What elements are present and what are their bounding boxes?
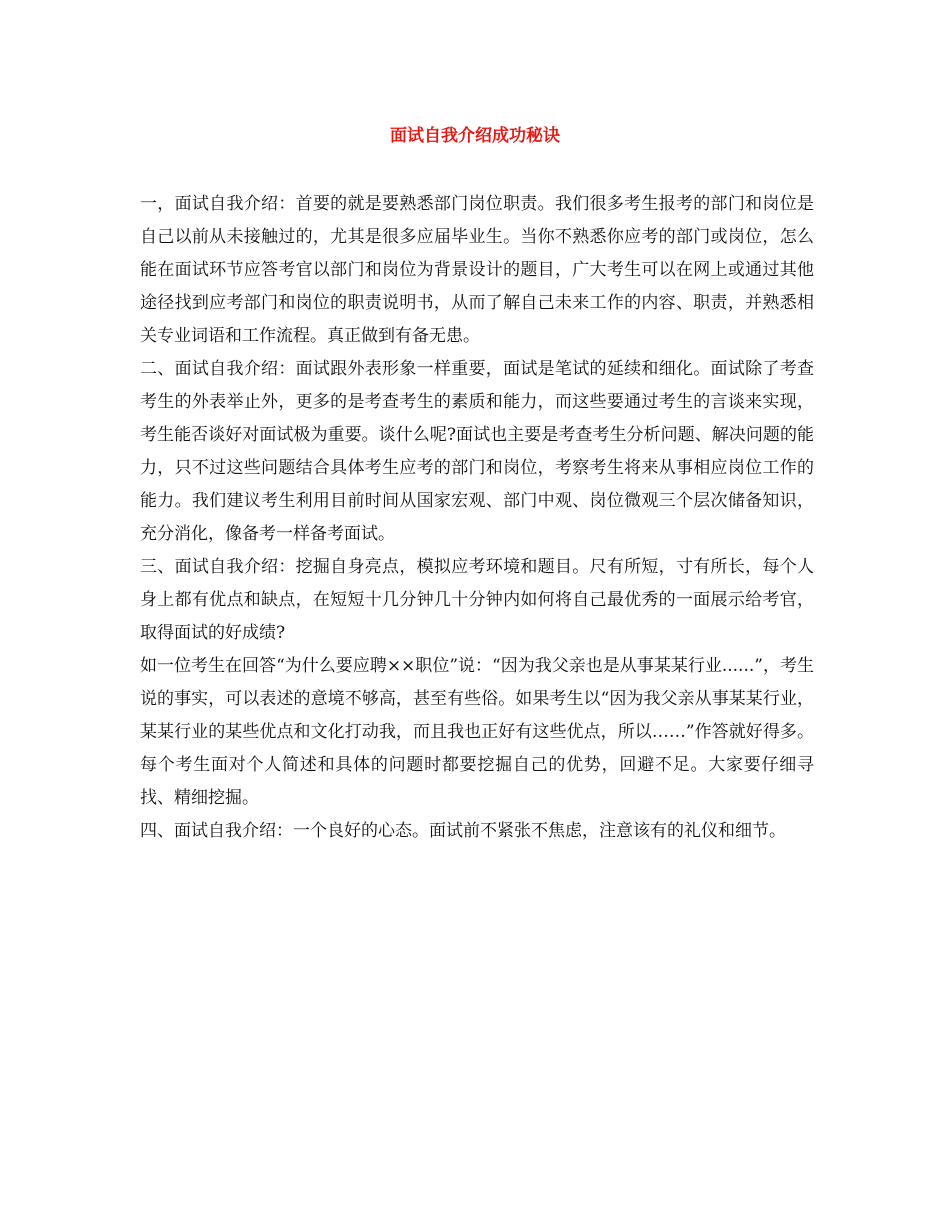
document-body — [140, 188, 814, 848]
paragraph-5: 四、面试自我介绍：一个良好的心态。面试前不紧张不焦虑，注意该有的礼仪和细节。 — [140, 821, 786, 841]
paragraph-2: 二、面试自我介绍：面试跟外表形象一样重要，面试是笔试的延续和细化。面试除了考查考生的外表举止外，更多的是考查考生的素质和能力，而这些要通过考生的言谈来实现，考生能否谈好对面试极为重要。谈什么呢?面试也主要是考查考生分析问题、解决问题的能力，只不过这些问题结合具体考生应考的部门和岗位，考察考生将来从事相应岗位工作的能力。我们建议考生利用目前时间从国家宏观、部门中观、岗位微观三个层次储备知识，充分消化，像备考一样备考面试。 — [140, 359, 814, 544]
paragraph-4: 如一位考生在回答“为什么要应聘××职位”说：“因为我父亲也是从事某某行业......”，考生说的事实，可以表述的意境不够高，甚至有些俗。如果考生以“因为我父亲从事某某行业，某某行业的某些优点和文化打动我，而且我也正好有这些优点，所以……”作答就好得多。每个考生面对个人简述和具体的问题时都要挖掘自己的优势，回避不足。大家要仔细寻找、精细挖掘。 — [140, 656, 814, 808]
paragraph-3: 三、面试自我介绍：挖掘自身亮点，模拟应考环境和题目。尺有所短，寸有所长，每个人身上都有优点和缺点，在短短十几分钟几十分钟内如何将自己最优秀的一面展示给考官，取得面试的好成绩? — [140, 557, 814, 643]
document-title: 面试自我介绍成功秘诀 — [390, 126, 560, 146]
paragraph-1: 一，面试自我介绍：首要的就是要熟悉部门岗位职责。我们很多考生报考的部门和岗位是自己以前从未接触过的，尤其是很多应届毕业生。当你不熟悉你应考的部门或岗位，怎么能在面试环节应答考官以部门和岗位为背景设计的题目，广大考生可以在网上或通过其他途径找到应考部门和岗位的职责说明书，从而了解自己未来工作的内容、职责，并熟悉相关专业词语和工作流程。真正做到有备无患。 — [140, 194, 814, 346]
